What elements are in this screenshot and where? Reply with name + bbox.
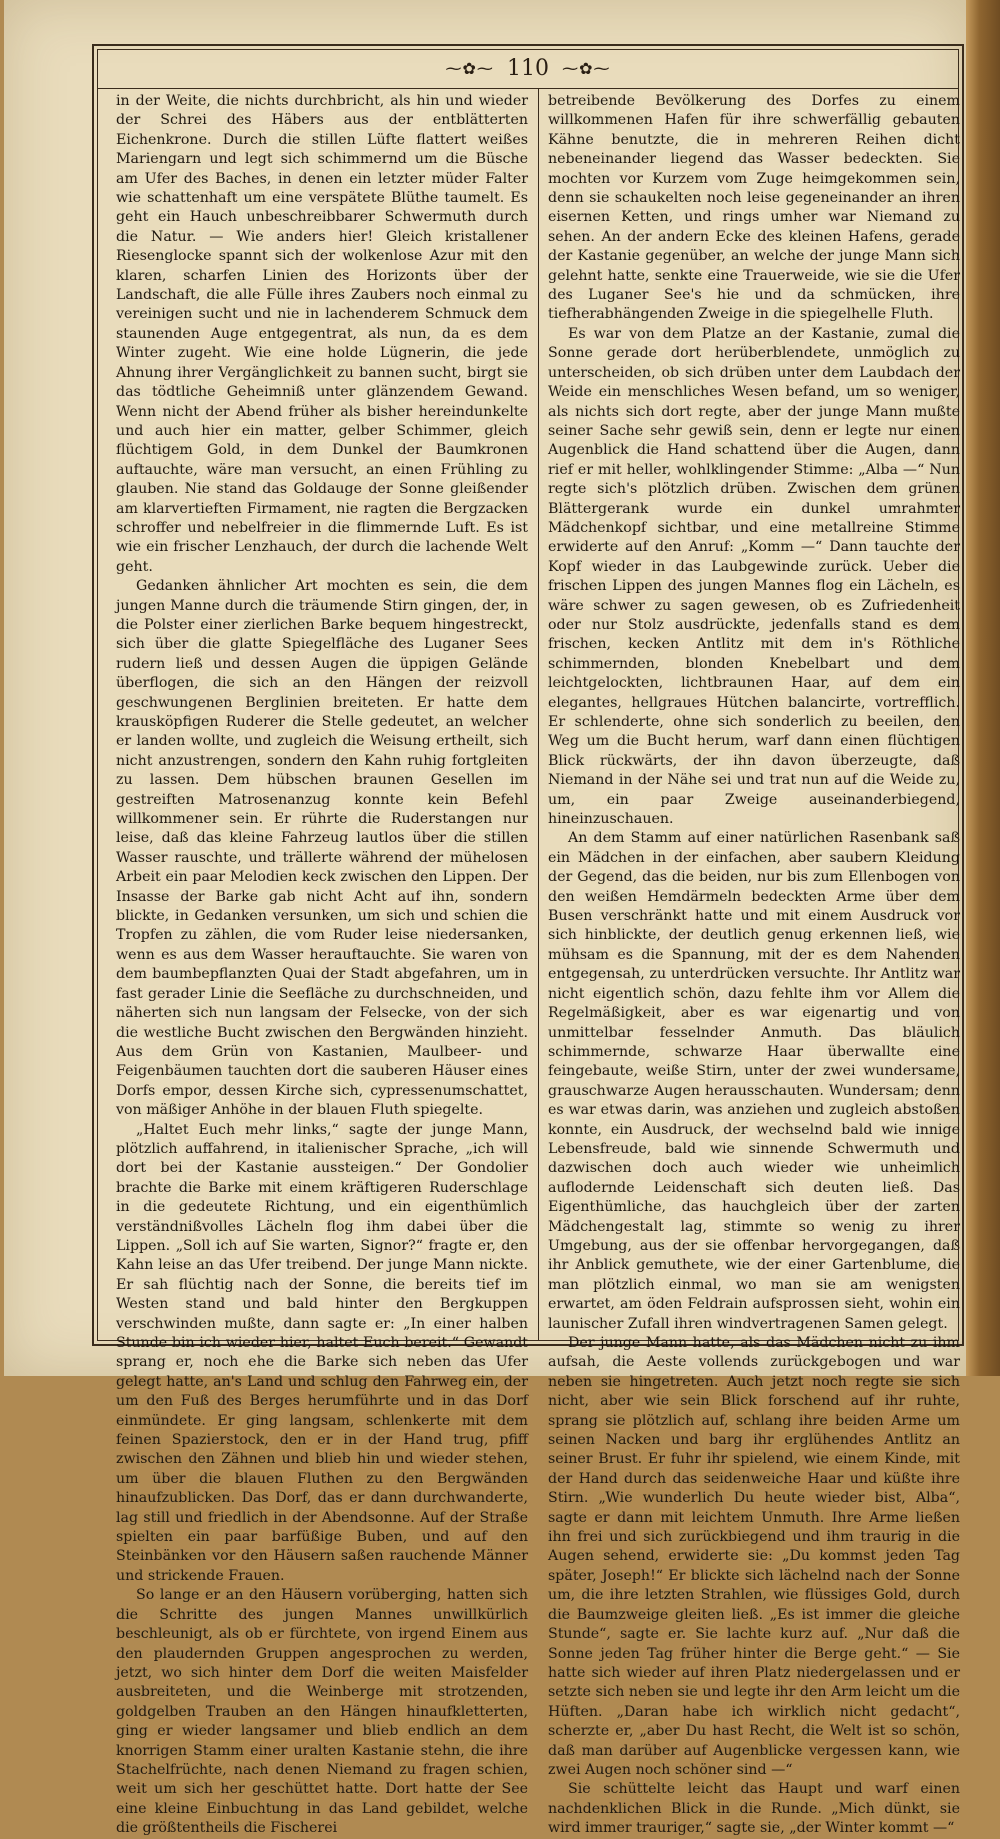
ornament-left-icon: ⁓✿⁓: [445, 59, 494, 78]
ornament-right-icon: ⁓✿⁓: [562, 59, 611, 78]
paragraph: „Haltet Euch mehr links,“ sagte der junge Mann, plötzlich auffahrend, in italienischer Sprache, „ich will dort bei der Kastanie aussteigen.“ Der Gondolier brachte die Barke mit einem kräftigeren Ruderschlage in die gedeutete Richtung, und ein eigenthümlich verständnißvolles Lächeln flog ihm dabei über die Lippen. „Soll ich auf Sie warten, Signor?“ fragte er, den Kahn leise an das Ufer treibend. Der junge Mann nickte. Er sah flüchtig nach der Sonne, die bereits tief im Westen stand und bald hinter den Bergkuppen verschwinden mußte, dann sagte er: „In einer halben Stunde bin ich wieder hier, haltet Euch bereit.“ Gewandt sprang er, noch ehe die Barke sich neben das Ufer gelegt hatte, an's Land und schlug den Fahrweg ein, der um den Fuß des Berges herumführte und in das Dorf einmündete. Er ging langsam, schlenkerte mit dem feinen Spazierstock, den er in der Hand trug, pfiff zwischen den Zähnen und blieb hin und wieder stehen, um über die blauen Fluthen zu den Bergwänden hinaufzublicken. Das Dorf, das er dann durchwanderte, lag still und friedlich in der Abendsonne. Auf der Straße spielten ein paar barfüßige Buben, und auf den Steinbänken vor den Häusern saßen rauchende Männer und strickende Frauen.: [116, 1121, 528, 1584]
paragraph: Der junge Mann hatte, als das Mädchen nicht zu ihm aufsah, die Aeste vollends zurückgebogen und war neben sie hingetreten. Auch jetzt noch regte sie sich nicht, aber wie sein Blick forschend auf ihr ruhte, sprang sie plötzlich auf, schlang ihre beiden Arme um seinen Nacken und barg ihr erglühendes Antlitz an seiner Brust. Er fuhr ihr spielend, wie einem Kinde, mit der Hand durch das seidenweiche Haar und küßte ihre Stirn. „Wie wunderlich Du heute wieder bist, Alba“, sagte er dann mit leichtem Unmuth. Ihre Arme ließen ihn frei und sich zurückbiegend und ihm traurig in die Augen sehend, erwiderte sie: „Du kommst jeden Tag später, Joseph!“ Er blickte sich lächelnd nach der Sonne um, die ihre letzten Strahlen, wie flüssiges Gold, durch die Baumzweige gleiten ließ. „Es ist immer die gleiche Stunde“, sagte er. Sie lachte kurz auf. „Nur daß die Sonne jeden Tag früher hinter die Berge geht.“ — Sie hatte sich wieder auf ihren Platz niedergelassen und er setzte sich neben sie und legte ihr den Arm leicht um die Hüften. „Daran habe ich wirklich nicht gedacht“, scherzte er, „aber Du hast Recht, die Welt ist so schön, daß man darüber auf Augenblicke vergessen kann, wie zwei Augen noch schöner sind —“: [548, 1335, 960, 1778]
page-number: 110: [507, 56, 549, 81]
paragraph: betreibende Bevölkerung des Dorfes zu einem willkommenen Hafen für ihre schwerfällig gebauten Kähne benutzte, die in mehreren Reihen dicht nebeneinander liegend das Wasser bedeckten. Sie mochten vor Kurzem vom Zuge heimgekommen sein, denn sie schaukelten noch leise gegeneinander an ihren eisernen Ketten, und rings umher war Niemand zu sehen. An der andern Ecke des kleinen Hafens, gerade der Kastanie gegenüber, an welche der junge Mann sich gelehnt hatte, senkte eine Trauerweide, wie sie die Ufer des Luganer See's hie und da schmücken, ihre tiefherabhängenden Zweige in die spiegelhelle Fluth.: [548, 93, 960, 323]
page-header: [92, 56, 964, 86]
paragraph: Gedanken ähnlicher Art mochten es sein, die dem jungen Manne durch die träumende Stirn gingen, der, in die Polster einer zierlichen Barke bequem hingestreckt, sich über die glatte Spiegelfläche des Luganer Sees rudern ließ und dessen Augen die üppigen Gelände überflogen, die sich an den Hängen der reizvoll geschwungenen Berglinien breiteten. Er hatte dem krausköpfigen Ruderer die Stelle gedeutet, an welcher er landen wollte, und zugleich die Weisung ertheilt, sich nicht anzustrengen, sondern den Kahn ruhig fortgleiten zu lassen. Dem hübschen braunen Gesellen im gestreiften Matrosenanzug konnte kein Befehl willkommener sein. Er rührte die Ruderstangen nur leise, daß das kleine Fahrzeug lautlos über die stillen Wasser rauschte, und trällerte während der mühelosen Arbeit ein paar Melodien keck zwischen den Lippen. Der Insasse der Barke gab nicht Acht auf ihn, sondern blickte, in Gedanken versunken, um sich und schien die Tropfen zu zählen, die vom Ruder leise niedersanken, wenn es aus dem Wasser herauftauchte. Sie waren von dem baumbepflanzten Quai der Stadt abgefahren, um in fast gerader Linie die Seefläche zu durchschneiden, und näherten sich nun langsam der Felsecke, von der sich die westliche Bucht zwischen den Bergwänden hinzieht. Aus dem Grün von Kastanien, Maulbeer- und Feigenbäumen tauchten dort die sauberen Häuser eines Dorfs empor, dessen Kirche sich, cypressenumschattet, von mäßiger Anhöhe in der blauen Fluth spiegelte.: [116, 578, 528, 1119]
book-binding: [966, 0, 1000, 1376]
column-divider: [538, 89, 539, 1341]
paragraph: Sie schüttelte leicht das Haupt und warf einen nachdenklichen Blick in die Runde. „Mich dünkt, sie wird immer trauriger,“ sagte sie, „der Winter kommt —“: [548, 1781, 960, 1837]
header-rule: [97, 88, 959, 89]
paragraph: Es war von dem Platze an der Kastanie, zumal die Sonne gerade dort herüberblendete, unmöglich zu unterscheiden, ob sich drüben unter dem Laubdach der Weide ein menschliches Wesen befand, um so weniger, als nichts sich dort regte, aber der junge Mann mußte seiner Sache sehr gewiß sein, denn er legte nur einen Augenblick die Hand schattend über die Augen, dann rief er mit heller, wohlklingender Stimme: „Alba —“ Nun regte sich's plötzlich drüben. Zwischen dem grünen Blättergerank wurde ein dunkel umrahmter Mädchenkopf sichtbar, und eine metallreine Stimme erwiderte auf den Anruf: „Komm —“ Dann tauchte der Kopf wieder in das Laubgewinde zurück. Ueber die frischen Lippen des jungen Mannes flog ein Lächeln, es wäre schwer zu sagen gewesen, ob es Zufriedenheit oder nur Stolz ausdrückte, jedenfalls stand es dem frischen, kecken Antlitz mit dem in's Röthliche schimmernden, blonden Knebelbart und dem leichtgelockten, lichtbraunen Haar, auf dem ein elegantes, hellgraues Hütchen balancirte, vortrefflich. Er schlenderte, ohne sich sonderlich zu beeilen, den Weg um die Bucht herum, warf dann einen flüchtigen Blick rückwärts, der ihn davon überzeugte, daß Niemand in der Nähe sei und trat nun auf die Weide zu, um, ein paar Zweige auseinanderbiegend, hineinzuschauen.: [548, 325, 960, 828]
paragraph: An dem Stamm auf einer natürlichen Rasenbank saß ein Mädchen in der einfachen, aber saubern Kleidung der Gegend, das die beiden, nur bis zum Ellenbogen von den weißen Hemdärmeln bedeckten Arme über dem Busen verschränkt hatte und mit einem Ausdruck vor sich hinblickte, der deutlich genug erkennen ließ, wie mühsam es die Spannung, mit der es dem Nahenden entgegensah, zu unterdrücken versuchte. Ihr Antlitz war nicht eigentlich schön, dazu fehlte ihm vor Allem die Regelmäßigkeit, aber es war eigenartig und von unmittelbar fesselnder Anmuth. Das bläulich schimmernde, schwarze Haar überwallte eine feingebaute, weiße Stirn, unter der zwei wundersame, grauschwarze Augen herausschauten. Wundersam; denn es war etwas darin, was anziehen und zugleich abstoßen konnte, ein Ausdruck, der wechselnd bald wie innige Lebensfreude, bald wie sinnende Schwermuth und dazwischen doch auch wieder wie unheimlich auflodernde Leidenschaft sich deuten ließ. Das Eigenthümliche, das hauchgleich über der zarten Mädchengestalt lag, stimmte so wenig zu ihrer Umgebung, aus der sie offenbar hervorgegangen, daß ihr Anblick gemuthete, wie der einer Gartenblume, die man plötzlich einmal, wo man sie am wenigsten erwartet, am öden Feldrain aufsprossen sieht, wohin ein launischer Zufall ihren windvertragenen Samen gelegt.: [548, 830, 960, 1332]
left-column: [116, 92, 528, 1837]
paragraph: in der Weite, die nichts durchbricht, als hin und wieder der Schrei des Häbers aus der entblätterten Eichenkrone. Durch die stillen Lüfte flattert weißes Mariengarn und legt sich schimmernd um die Büsche am Ufer des Baches, in denen ein letzter müder Falter wie schattenhaft um eine verspätete Blüthe taumelt. Es geht ein Hauch unbeschreibbarer Schwermuth durch die Natur. — Wie anders hier! Gleich kristallener Riesenglocke spannt sich der wolkenlose Azur mit den klaren, scharfen Linien des Horizonts über der Landschaft, die alle Fülle ihres Zaubers noch einmal zu vereinigen sucht und nie in lachenderem Schmuck dem staunenden Auge entgegentrat, als nun, da es dem Winter zugeht. Wie eine holde Lügnerin, die jede Ahnung ihrer Vergänglichkeit zu bannen sucht, birgt sie das tödtliche Geheimniß unter glänzendem Gewand. Wenn nicht der Abend früher als bisher hereindunkelte und auch hier ein matter, gelber Schimmer, gleich flüchtigem Gold, in dem Dunkel der Baumkronen auftauchte, wäre man versucht, an einen Frühling zu glauben. Nie stand das Goldauge der Sonne gleißender am klarvertieften Firmament, nie ragten die Bergzacken schroffer und nebelfreier in die flimmernde Luft. Es ist wie ein frischer Lenzhauch, der durch die lachende Welt geht.: [116, 93, 528, 575]
right-column: [548, 92, 960, 1837]
paragraph: So lange er an den Häusern vorüberging, hatten sich die Schritte des jungen Mannes unwillkürlich beschleunigt, als ob er fürchtete, von irgend Einem aus den plaudernden Gruppen angesprochen zu werden, jetzt, wo sich hinter dem Dorf die weiten Maisfelder ausbreiteten, und die Weinberge mit strotzenden, goldgelben Trauben an den Hängen hinaufkletterten, ging er wieder langsamer und blieb endlich an dem knorrigen Stamm einer uralten Kastanie stehn, die ihre Stachelfrüchte, nach denen Niemand zu fragen schien, weit um sich her geschüttet hatte. Dort hatte der See eine kleine Einbuchtung in das Land gebildet, welche die größtentheils die Fischerei: [116, 1587, 528, 1837]
